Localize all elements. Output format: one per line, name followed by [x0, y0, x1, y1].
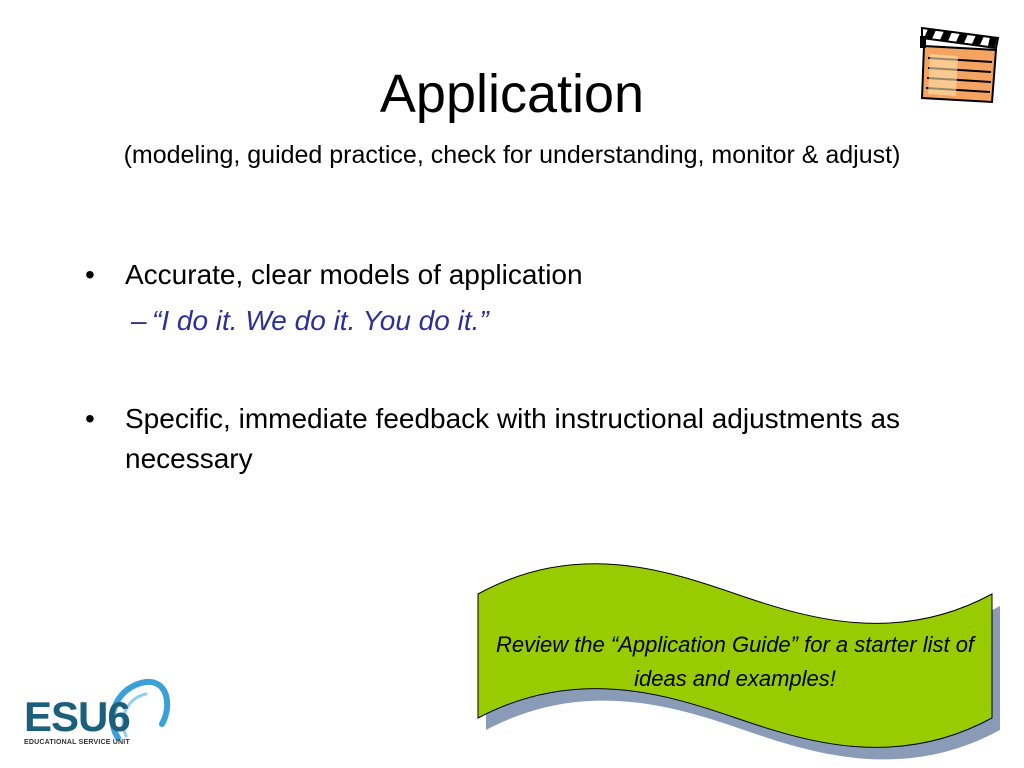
- bullet-marker: •: [85, 403, 95, 434]
- logo-tagline: EDUCATIONAL SERVICE UNIT: [24, 739, 130, 746]
- sub-bullet-item: [85, 301, 905, 341]
- slide-subtitle: (modeling, guided practice, check for understanding, monitor & adjust): [123, 141, 901, 169]
- clapperboard-icon: [918, 24, 1000, 104]
- bullet-item: [85, 399, 905, 479]
- bullet-marker: •: [85, 259, 95, 290]
- bullet-text: Specific, immediate feedback with instructional adjustments as necessary: [125, 403, 901, 474]
- sub-bullet-marker: –: [131, 305, 147, 336]
- bullet-list: [85, 255, 905, 479]
- logo-wordmark: ESU6: [24, 693, 130, 740]
- callout-text: Review the “Application Guide” for a starter list of ideas and examples!: [495, 632, 975, 691]
- bullet-item: [85, 255, 905, 295]
- slide-title: Application: [379, 64, 645, 124]
- sub-bullet-text: “I do it. We do it. You do it.”: [152, 305, 489, 336]
- bullet-text: Accurate, clear models of application: [125, 259, 583, 290]
